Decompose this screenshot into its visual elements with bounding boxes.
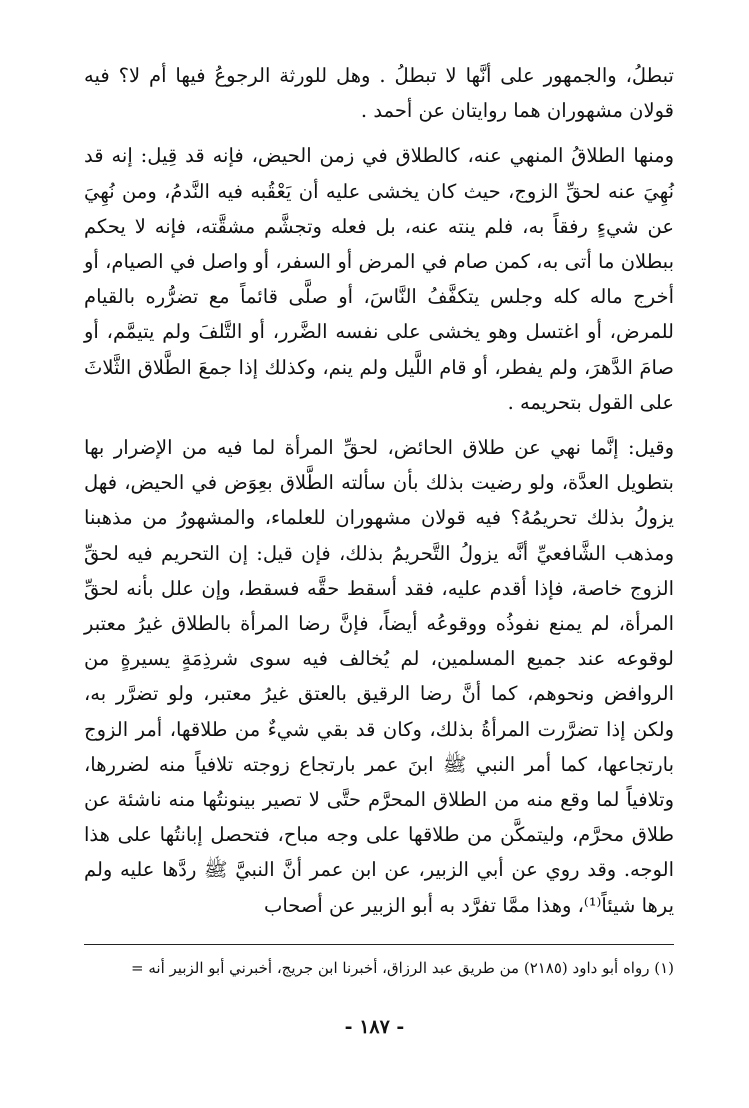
main-text (84, 58, 674, 923)
paragraph-1: تبطلُ، والجمهور على أنَّها لا تبطلُ . وهل للورثة الرجوعُ فيها أم لا؟ فيه قولان مشهوران هما روايتان عن أحمد . (84, 64, 674, 123)
paragraph-2: ومنها الطلاقُ المنهي عنه، كالطلاق في زمن الحيض، فإنه قد قِيل: إنه قد نُهِيَ عنه لحقِّ الزوج، حيث كان يخشى عليه أن يَعْقُبه فيه النَّدمُ، ومن نُهِيَ عن شيءٍ رفقاً به، فلم ينته عنه، بل فعله وتجشَّم مشقَّته، فإنه لا يحكم ببطلان ما أتى به، كمن صام في المرض أو السفر، أو واصل في الصيام، أو أخرج ماله كله وجلس يتكفَّفُ النَّاسَ، أو صلَّى قائماً مع تضرُّره بالقيام للمرض، أو اغتسل وهو يخشى على نفسه الضَّرر، أو التَّلفَ ولم يتيمَّم، أو صامَ الدَّهرَ، ولم يفطر، أو قام اللَّيل ولم ينم، وكذلك إذا جمعَ الطَّلاق الثَّلاثَ على القول بتحريمه . (84, 144, 674, 414)
footnote: (١) رواه أبو داود (٢١٨٥) من طريق عبد الرزاق، أخبرنا ابن جريج، أخبرني أبو الزبير أنه = (131, 959, 674, 977)
page-number: - ١٨٧ - (344, 1016, 405, 1038)
footnote-divider (84, 944, 674, 945)
paragraph-3: وقيل: إنَّما نهي عن طلاق الحائض، لحقِّ المرأة لما فيه من الإضرار بها بتطويل العدَّة، ولو رضيت بذلك بأن سألته الطَّلاق بعِوَض في الحيض، فهل يزولُ بذلك تحريمُهُ؟ فيه قولان مشهوران للعلماء، والمشهورُ من مذهبنا ومذهب الشَّافعيِّ أنَّه يزولُ التَّحريمُ بذلك، فإن قيل: إن التحريم فيه لحقِّ الزوج خاصة، فإذا أقدم عليه، فقد أسقط حقَّه فسقط، وإن علل بأنه لحقِّ المرأة، لم يمنع نفوذُه ووقوعُه أيضاً، فإنَّ رضا المرأة بالطلاق غيرُ معتبر لوقوعه عند جميع المسلمين، لم يُخالف فيه سوى شرذِمَةٍ يسيرةٍ من الروافض ونحوهم، كما أنَّ رضا الرقيق بالعتق غيرُ معتبر، ولو تضرَّر به، ولكن إذا تضرَّرت المرأةُ بذلك، وكان قد بقي شيءٌ من طلاقها، أمر الزوج بارتجاعها، كما أمر النبي ﷺ ابنَ عمر بارتجاع زوجته تلافياً منه لضررها، وتلافياً لما وقع منه من الطلاق المحرَّم حتَّى لا تصير بينونتُها منه ناشئة عن طلاق محرَّم، وليتمكَّن من طلاقها على وجه مباح، فتحصل إبانتُها على هذا الوجه. وقد روي عن أبي الزبير، عن ابن عمر أنَّ النبيَّ ﷺ ردَّها عليه ولم يرها شيئاً⁽¹⁾، وهذا ممَّا تفرَّد به أبو الزبير عن أصحاب (84, 436, 674, 917)
